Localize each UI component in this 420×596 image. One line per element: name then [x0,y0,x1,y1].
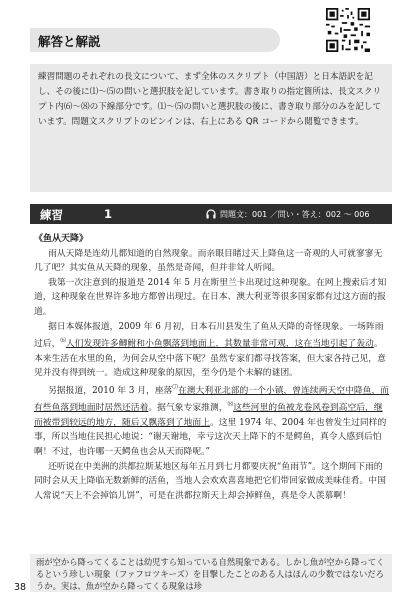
dictation-underline: 在澳大利亚北部的一个小镇，曾连续两天空中降鱼，而有些鱼落到地面时居然还活着 [34,385,390,414]
text-run: 据日本媒体报道，2009 年 6 月初，日本石川县发生了鱼从天降的奇怪现象。一场阵雨过后， [34,321,384,350]
dictation-marker: ⑹ [60,338,66,345]
page-number: 38 [14,582,27,593]
lesson-bar [30,204,392,224]
section-title: 解答と解説 [38,34,101,49]
intro-text: 練習問題のそれぞれの長文について、まず全体のスクリプト（中国語）と日本語訳を記し、その後に⑴〜⑸の問いと選択肢を記しています。書き取りの指定箇所は、長文スクリプト内⑹〜⑻の下線部分です。⑴〜⑸の問いと選択肢の後に、書き取り部分のみを記しています。問題文スクリプトのピンインは、右上にある QR コードから閲覧できます。 [38,72,382,127]
dictation-marker: ⑺ [172,384,178,391]
paragraph: 还听说在中美洲的洪都拉斯某地区每年五月到七月都要庆祝“鱼雨节”。这个期间下雨的同时会从天上降临无数新鲜的活鱼，当地人会欢欢喜喜地把它们带回家做成美味佳肴。中国人常说“天上不会掉馅儿饼”，可是在洪都拉斯天上却会掉鲜鱼，真是令人羡慕啊！ [34,461,386,501]
audio-track-info: 問題文：001 ／問い・答え：002 〜 006 [220,210,370,219]
text-run: 另据报道，2010 年 3 月，座落 [48,385,173,396]
lesson-number: 1 [104,207,113,221]
section-header [30,28,280,52]
paragraph: 雨从天降是连幼儿都知道的自然现象。而亲眼目睹过天上降鱼这一奇观的人可就寥寥无几了吧？其实鱼从天降的现象，虽然是奇闻，但并非耸人听闻。 [34,248,383,274]
qr-code-icon[interactable] [326,8,370,52]
intro-box [30,64,392,192]
story-title: 《鱼从天降》 [34,234,89,244]
dictation-underline: 这些河里的鱼被龙卷风卷到高空后，继而被带到较远的地方，随后又飘落到了地面上 [34,403,383,428]
translation-box [30,554,392,592]
translation-text: 雨が空から降ってくることは幼児すら知っている自然現象である。しかし魚が空から降ってくるという珍しい現象（ファフロツキーズ）を目撃したことのある人はほんの少数ではないだろうか。実は、魚が空から降ってくる現象は珍 [36,557,385,591]
story-text [34,232,390,503]
dictation-underline: 人们发现许多鲫鲋和小鱼飘落到地面上，其数量非常可观，这在当地引起了轰动 [65,339,374,350]
headphones-icon[interactable] [206,209,216,219]
paragraph [34,381,390,460]
paragraph: 我第一次注意到的报道是 2014 年 5 月在斯里兰卡出现过这种现象。在网上搜索后才知道，这种现象在世界许多地方都曾出现过。在日本、澳大利亚等很多国家都有过这方面的报道。 [34,277,387,317]
paragraph [34,320,390,381]
text-run: 。据气象专家推测， [148,403,228,414]
text-run: 。本来生活在水里的鱼，为何会从空中落下呢？虽然专家们都寻找答案，但大家各持己见，意见并没有得到统一。造成这种现象的原因，至今仍是个未解的谜团。 [34,339,386,379]
dictation-marker: ⑻ [227,402,234,409]
text-run: 。这里 1974 年、2004 年也曾发生过同样的事，所以当地住民担心地说：“谢天谢地，幸亏这次天上降下的不是鳄鱼，真令人感到后怕啊！不过，也许哪一天鳄鱼也会从天而降呢。” [34,417,387,458]
lesson-label: 練習 [40,208,63,222]
